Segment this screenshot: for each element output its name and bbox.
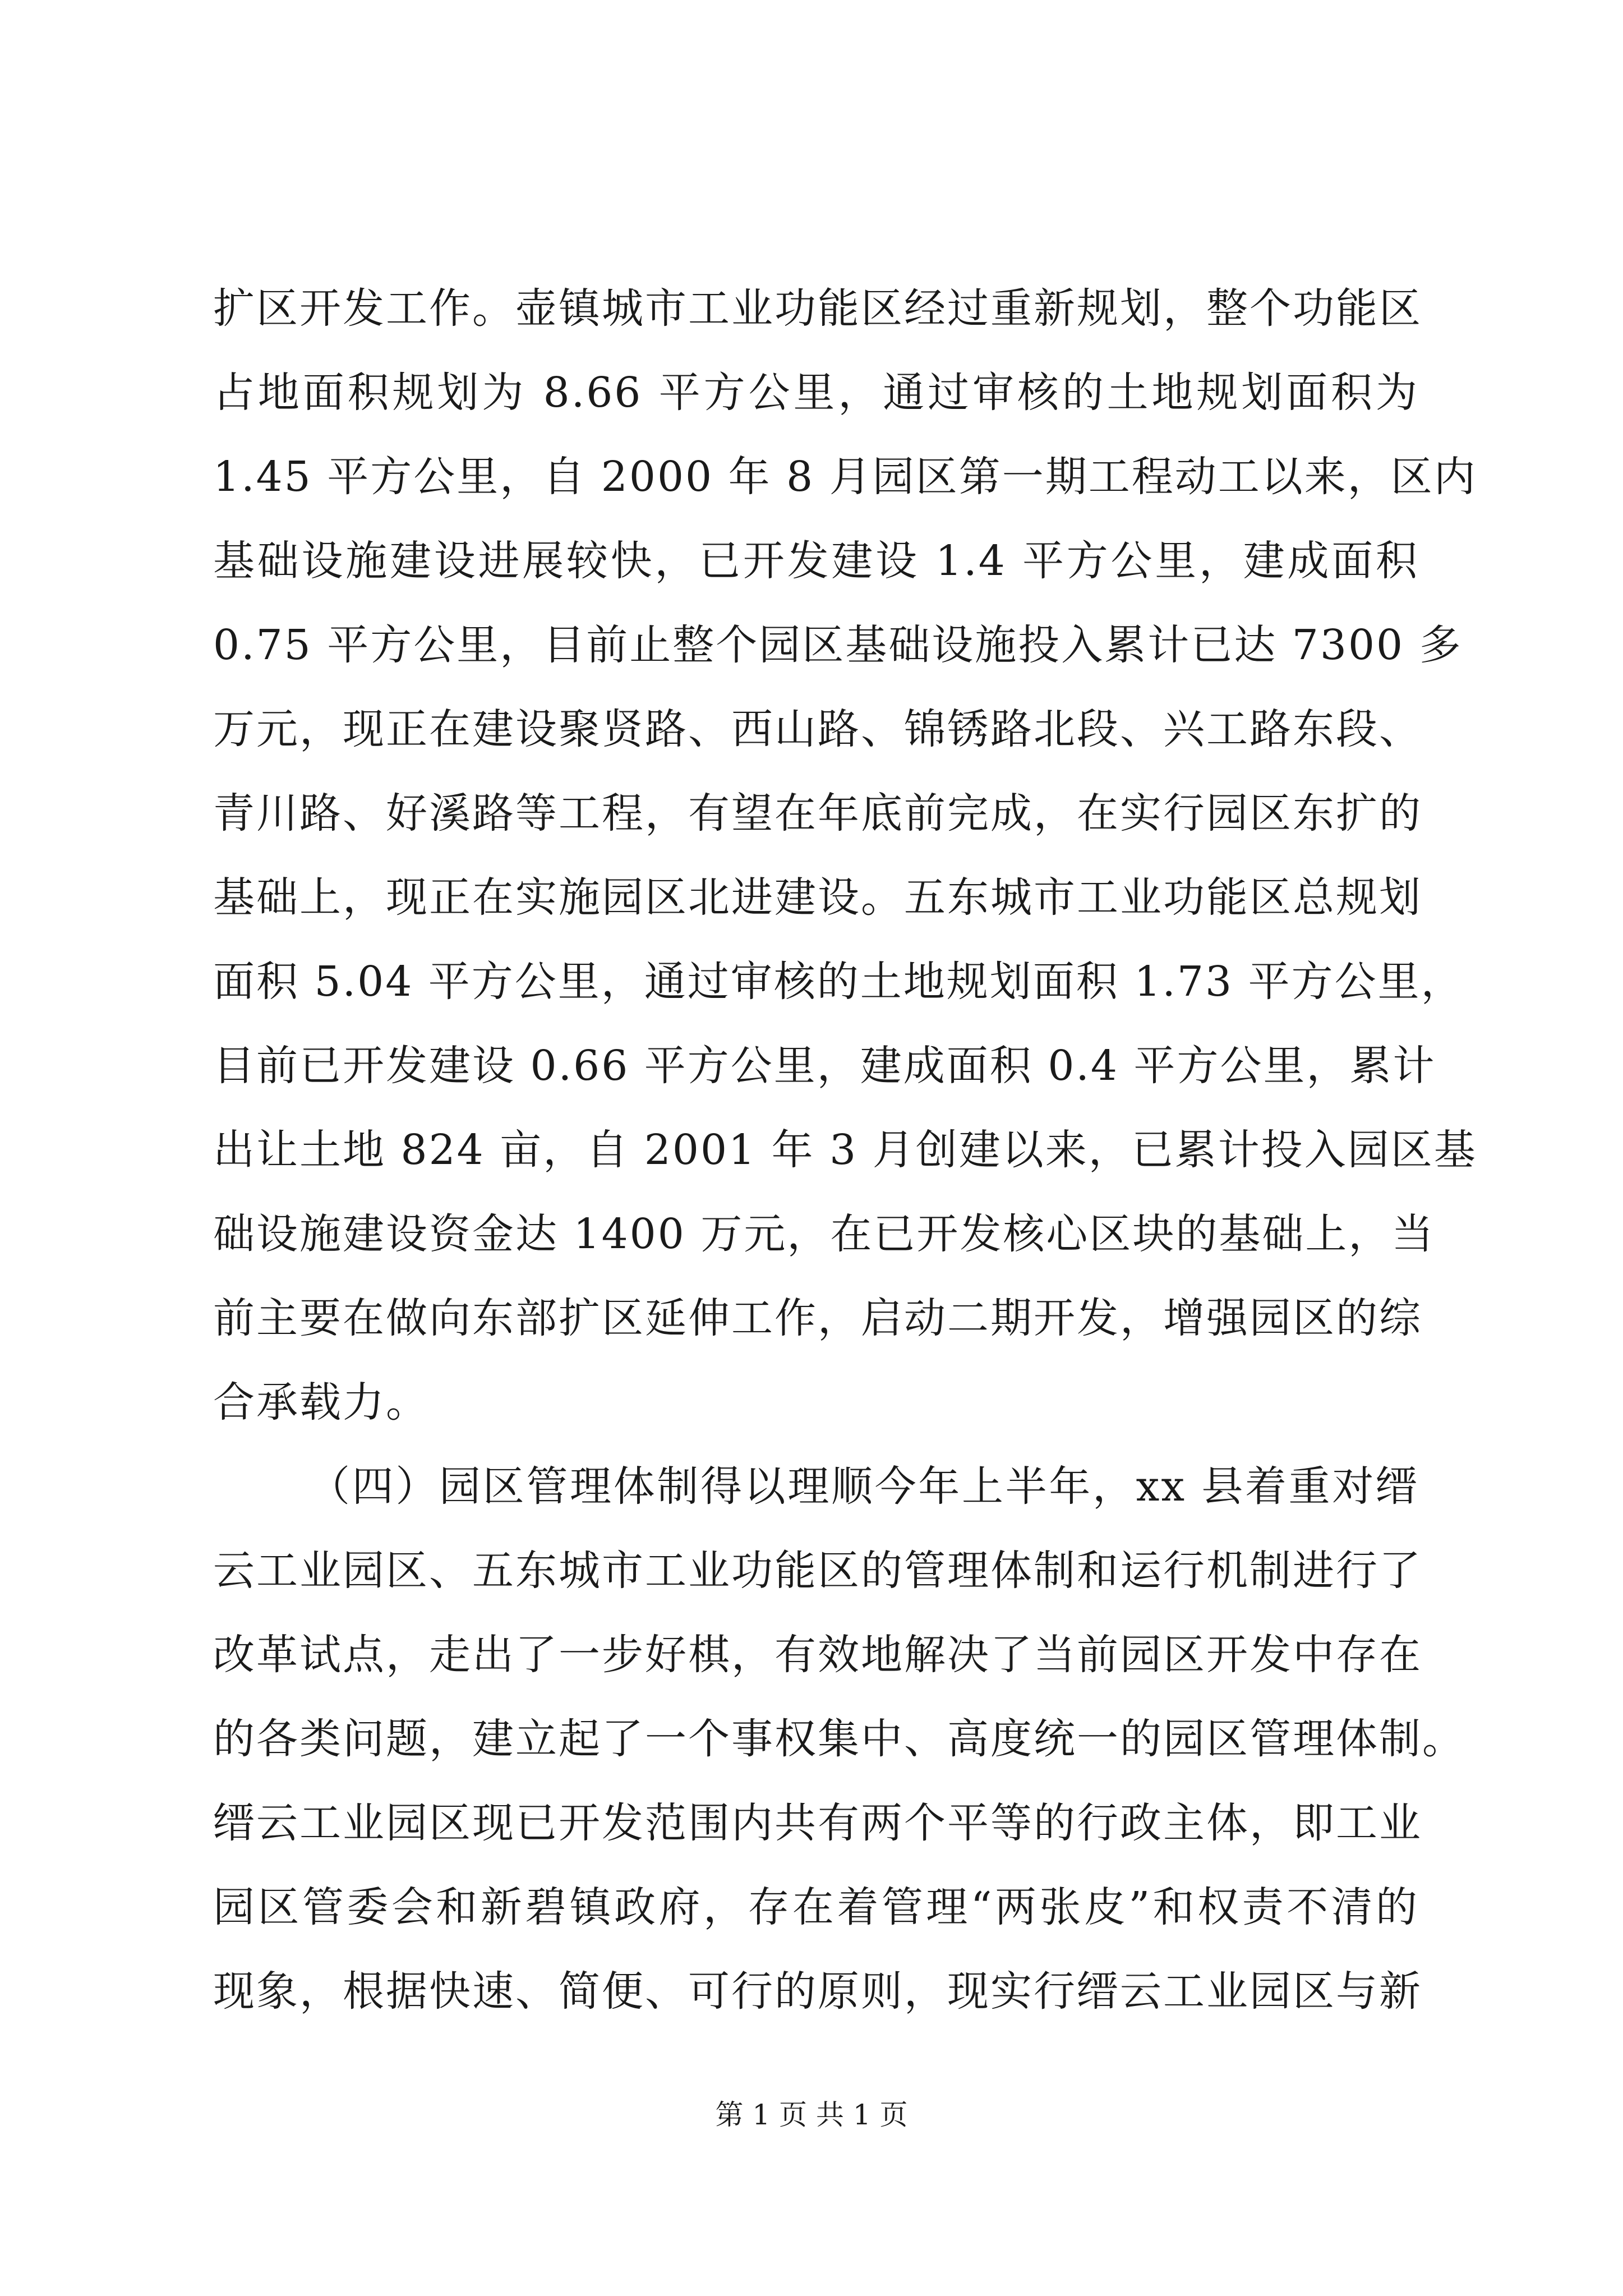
text-line: 面积 5.04 平方公里，通过审核的土地规划面积 1.73 平方公里， — [213, 958, 1464, 1006]
page-footer: 第 1 页 共 1 页 — [715, 2099, 908, 2131]
text-line: 占地面积规划为 8.66 平方公里，通过审核的土地规划面积为 — [213, 369, 1419, 417]
text-line: 万元，现正在建设聚贤路、西山路、锦锈路北段、兴工路东段、 — [213, 705, 1422, 753]
text-line: 合承载力。 — [213, 1378, 429, 1427]
text-line: 目前已开发建设 0.66 平方公里，建成面积 0.4 平方公里，累计 — [213, 1042, 1436, 1090]
text-line: 基础上，现正在实施园区北进建设。五东城市工业功能区总规划 — [213, 873, 1422, 922]
text-line: 园区管委会和新碧镇政府，存在着管理“两张皮”和权责不清的 — [213, 1883, 1419, 1931]
text-line: 的各类问题，建立起了一个事权集中、高度统一的园区管理体制。 — [213, 1715, 1465, 1763]
text-line: 出让土地 824 亩，自 2001 年 3 月创建以来，已累计投入园区基 — [213, 1126, 1477, 1174]
text-line: 青川路、好溪路等工程，有望在年底前完成，在实行园区东扩的 — [213, 789, 1422, 838]
text-line: 基础设施建设进展较快，已开发建设 1.4 平方公里，建成面积 — [213, 537, 1419, 585]
text-line: 云工业园区、五东城市工业功能区的管理体制和运行机制进行了 — [213, 1547, 1422, 1595]
text-line: 础设施建设资金达 1400 万元，在已开发核心区块的基础上，当 — [213, 1210, 1435, 1258]
paragraph-heading-line: （四）园区管理体制得以理顺今年上半年，xx 县着重对缙 — [308, 1462, 1419, 1511]
text-line: 缙云工业园区现已开发范围内共有两个平等的行政主体，即工业 — [213, 1799, 1422, 1847]
text-line: 0.75 平方公里，目前止整个园区基础设施投入累计已达 7300 多 — [213, 621, 1463, 669]
text-line: 现象，根据快速、简便、可行的原则，现实行缙云工业园区与新 — [213, 1967, 1422, 2016]
text-line: 1.45 平方公里，自 2000 年 8 月园区第一期工程动工以来，区内 — [213, 453, 1477, 501]
text-line: 扩区开发工作。壶镇城市工业功能区经过重新规划，整个功能区 — [213, 284, 1422, 333]
text-line: 前主要在做向东部扩区延伸工作，启动二期开发，增强园区的综 — [213, 1294, 1422, 1342]
text-line: 改革试点，走出了一步好棋，有效地解决了当前园区开发中存在 — [213, 1631, 1422, 1679]
